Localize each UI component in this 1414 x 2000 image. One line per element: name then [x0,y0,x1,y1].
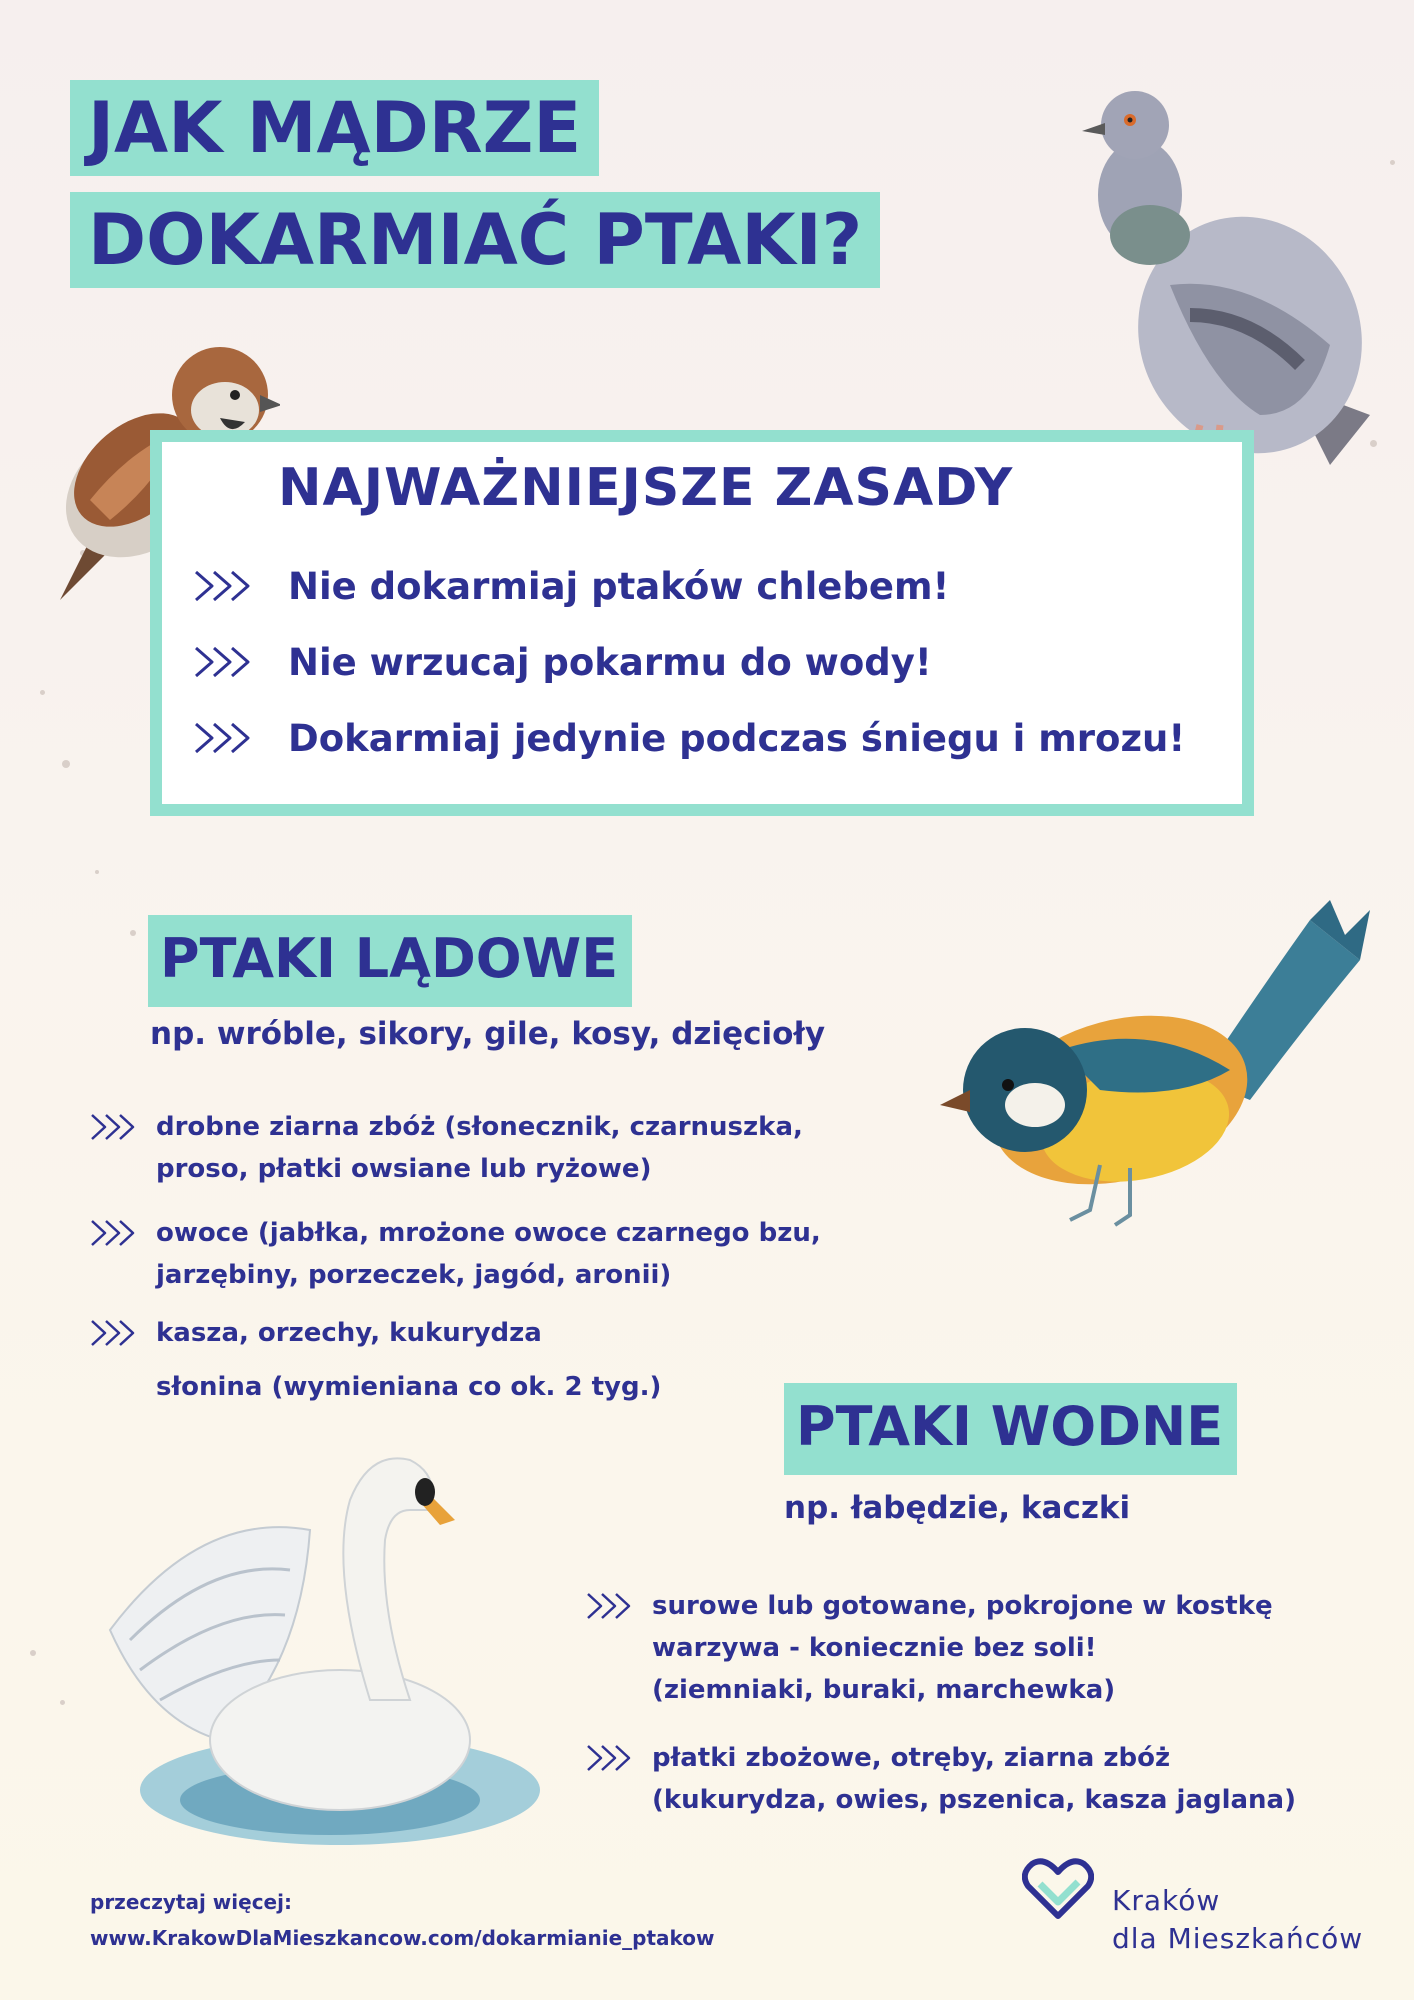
page-title-line-1: JAK MĄDRZE [70,80,599,176]
land-food-line: kasza, orzechy, kukurydza [156,1318,542,1348]
water-food-item [584,1737,1296,1821]
swan-illustration [80,1440,560,1860]
water-food-item [584,1585,1273,1711]
brand-logo-text [1112,1882,1363,1958]
land-food-item [88,1312,661,1408]
logo-line-1: Kraków [1112,1884,1221,1917]
double-chevron-icon [584,1743,638,1773]
rule-item [190,632,932,692]
footer-links [90,1884,715,1956]
land-birds-heading: PTAKI LĄDOWE [148,915,632,1007]
page-title-line-2: DOKARMIAĆ PTAKI? [70,192,880,288]
read-more-link[interactable]: www.KrakowDlaMieszkancow.com/dokarmianie_ptakow [90,1926,715,1950]
heart-logo-icon [1022,1856,1094,1922]
double-chevron-icon [190,720,260,756]
double-chevron-icon [88,1318,142,1348]
rule-text: Nie dokarmiaj ptaków chlebem! [288,564,950,608]
water-birds-heading: PTAKI WODNE [784,1383,1237,1475]
land-food-item [88,1106,803,1190]
rule-item [190,556,949,616]
double-chevron-icon [190,568,260,604]
rule-text: Nie wrzucaj pokarmu do wody! [288,640,932,684]
double-chevron-icon [88,1218,142,1248]
land-food-line: proso, płatki owsiane lub ryżowe) [156,1154,652,1184]
pigeon-illustration [1080,85,1400,485]
land-food-line: owoce (jabłka, mrożone owoce czarnego bzu, [156,1218,821,1248]
logo-line-2: dla Mieszkańców [1112,1922,1364,1955]
water-food-line: (kukurydza, owies, pszenica, kasza jaglana) [652,1785,1296,1815]
water-food-line: płatki zbożowe, otręby, ziarna zbóż [652,1743,1171,1773]
double-chevron-icon [88,1112,142,1142]
double-chevron-icon [190,644,260,680]
water-food-line: (ziemniaki, buraki, marchewka) [652,1675,1116,1705]
land-food-line: jarzębiny, porzeczek, jagód, aronii) [156,1260,672,1290]
land-food-line: słonina (wymieniana co ok. 2 tyg.) [156,1372,662,1402]
tit-illustration [930,900,1390,1290]
read-more-label: przeczytaj więcej: [90,1890,292,1914]
double-chevron-icon [584,1591,638,1621]
rule-text: Dokarmiaj jedynie podczas śniegu i mrozu! [288,716,1186,760]
water-food-line: surowe lub gotowane, pokrojone w kostkę [652,1591,1273,1621]
land-food-line: drobne ziarna zbóż (słonecznik, czarnuszka, [156,1112,803,1142]
water-birds-examples: np. łabędzie, kaczki [784,1490,1131,1526]
land-food-item [88,1212,821,1296]
water-food-line: warzywa - koniecznie bez soli! [652,1633,1097,1663]
land-birds-examples: np. wróble, sikory, gile, kosy, dzięcioły [150,1016,826,1052]
rule-item [190,708,1185,768]
rules-heading: NAJWAŻNIEJSZE ZASADY [278,458,1014,518]
